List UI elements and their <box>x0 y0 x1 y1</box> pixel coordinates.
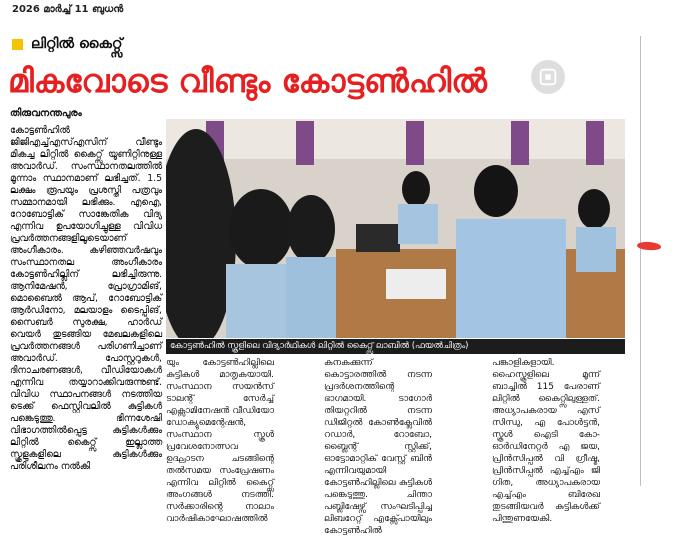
article-body-column: കനകക്കുന്ന് കൊട്ടാരത്തിൽ നടന്ന പ്രദർശനത്തിന്റെ ഭാഗമായി. ടാഗോർ തിയറ്ററിൽ നടന്ന ഡിജിറ്റൽ കോൺക്ലേവിൽ റഡാർ, റോബോ, ബ്ലൈന്റ് സ്റ്റിക്ക്, ഓട്ടോമാറ്റിക് വേസ്റ്റ് ബിൻ എന്നിവയുമായി കോട്ടൺഹില്ലിലെ കുട്ടികൾ പങ്കെടുത്തു. ചിന്താ പബ്ലിഷേഴ്സ് സംഘടിപ്പിച്ച ലിബറേറ്റ് എക്സ്പോയിലും കോട്ടൺഹിൽ <box>324 358 432 536</box>
lower-column-1 <box>166 357 274 525</box>
article-photo <box>166 119 625 338</box>
article-body-column: പങ്കാളികളായി. ഹൈസ്കൂളിലെ മൂന്ന് ബാച്ചിൽ 115 പേരാണ് ലിറ്റിൽ കൈറ്റ്സിലുള്ളത്. അധ്യാപകരായ എസ് സിന്ധു, എ പോൾട്ടൻ, സ്കൂൾ ഐടി കോ-ഓർഡിനേറ്റർ എ ജയ, പ്രിൻസിപ്പൽ വി ഗ്രീഷ്മ, പ്രിൻസിപ്പൽ എച്ച്എം ജി ഗിത, അധ്യാപകരായ എച്ച്എം ബിരേഖ തുടങ്ങിയവർ കുട്ടികൾക്ക് പിന്തുണയേകി. <box>492 358 600 524</box>
yellow-square-icon <box>12 39 23 50</box>
lower-column-2 <box>324 357 432 537</box>
article-body-column: യും കോട്ടൺഹില്ലിലെ കുട്ടികൾ മാതൃകയായി. സംസ്ഥാന സയൻസ് ടാലന്റ് സേർച്ച് എക്സാമിനേഷൻ വീഡിയോ ഡോക്യുമെന്റേഷൻ, സംസ്ഥാന സ്കൂൾ പ്രവേശനോത്സവ ഉദ്ഘാടന ചടങ്ങിന്റെ തൽസമയ സംപ്രേഷണം എന്നിവ ലിറ്റിൽ കൈറ്റ്സ് അംഗങ്ങൾ നടത്തി. സർക്കാരിന്റെ നാലാം വാർഷികാഘോഷത്തിൽ <box>166 358 274 524</box>
place-name: തിരുവനന്തപുരം <box>10 108 82 119</box>
lower-columns <box>166 357 625 536</box>
kicker-label: ലിറ്റിൽ കൈറ്റ്സ് <box>31 36 123 52</box>
headline: മികവോടെ വീണ്ടും കോട്ടൺഹിൽ <box>8 62 487 100</box>
section-kicker <box>12 34 122 54</box>
left-column <box>10 108 162 473</box>
dateline: 2026 മാർച്ച് 11 ബുധൻ <box>12 4 124 15</box>
watermark-logo-icon <box>531 60 565 94</box>
lower-column-3 <box>492 357 600 525</box>
photo-caption: കോട്ടൺഹിൽ സ്കൂളിലെ വിദ്യാർഥികൾ ലിറ്റിൽ കൈറ്റ്സ് ലാബിൽ (ഫയൽചിത്രം) <box>166 339 625 354</box>
article-body-left: കോട്ടൺഹിൽ ജിജിഎച്ച്എസ്എസിന് വീണ്ടും മികച്ച ലിറ്റിൽ കൈറ്റ്സ് യൂണിറ്റിനുള്ള അവാർഡ്. സംസ്ഥാനതലത്തിൽ മൂന്നാം സ്ഥാനമാണ് ലഭിച്ചത്. 1.5 ലക്ഷം രൂപയും പ്രശസ്തി പത്രവും സമ്മാനമായി ലഭിക്കും. എഐ, റോബോട്ടിക് സാങ്കേതിക വിദ്യ എന്നിവ ഉപയോഗിച്ചുള്ള വിവിധ പ്രവർത്തനങ്ങളിലൂടെയാണ് അംഗീകാരം. കഴിഞ്ഞവർഷവും സംസ്ഥാനതല അംഗീകാരം കോട്ടൺഹില്ലിന് ലഭിച്ചിരുന്നു. ആനിമേഷൻ, പ്രോഗ്രാമിങ്, മൊബൈൽ ആപ്, റോബോട്ടിക് ആർഡിനോ, മലയാളം ടൈപ്പിങ്, സൈബർ സുരക്ഷ, ഹാർഡ് വെയർ തുടങ്ങിയ മേഖലകളിലെ പ്രവർത്തനങ്ങൾ പരിഗണിച്ചാണ് അവാർഡ്. പോസ്റ്ററുകൾ, ദിനാചരണങ്ങൾ, വീഡിയോകൾ എന്നിവ തയ്യാറാക്കിവരുന്നുണ്ട്. വിവിധ സ്ഥാപനങ്ങൾ നടത്തിയ ടെക്ക് ഫെസ്റ്റിവലിൽ കുട്ടികൾ പങ്കെടുത്തു. ഭിന്നശേഷി വിഭാഗത്തിൽപ്പെട്ട കുട്ടികൾക്കും ലിറ്റിൽ കൈറ്റ്സ് ഇല്ലാത്ത സ്കൂളുകളിലെ കുട്ടികൾക്കും പരിശീലനം നൽകി <box>10 125 162 472</box>
column-divider <box>640 36 641 486</box>
